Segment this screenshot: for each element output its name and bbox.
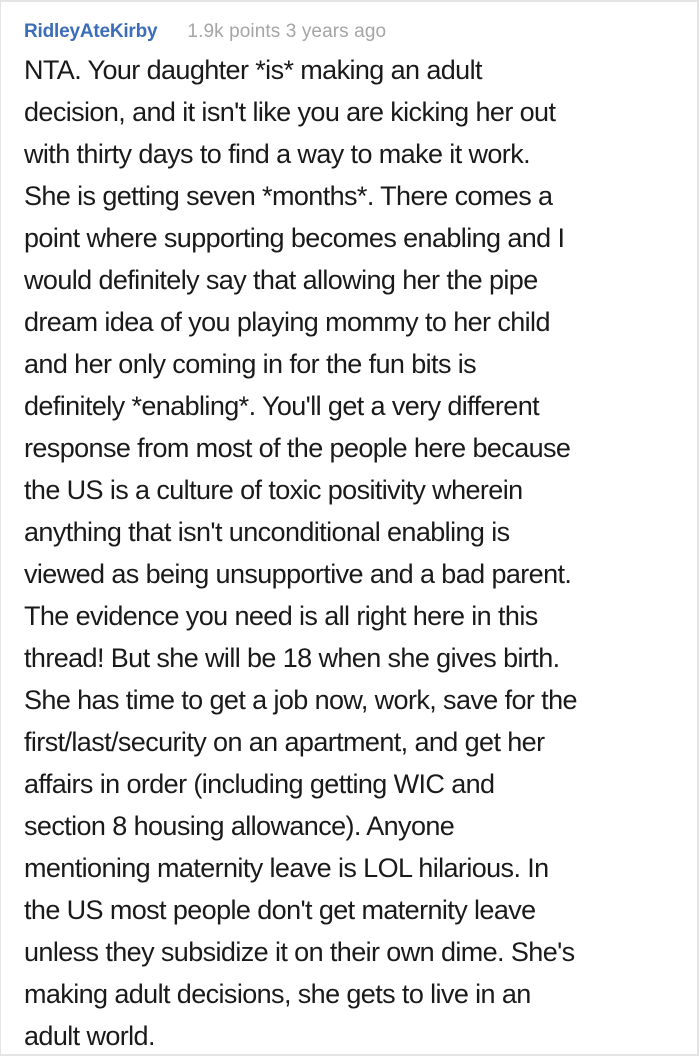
comment-body-line: point where supporting becomes enabling and I bbox=[24, 223, 565, 253]
comment-body-line: The evidence you need is all right here in this bbox=[24, 601, 538, 631]
comment-body-line: first/last/security on an apartment, and get her bbox=[24, 727, 545, 757]
comment-body-line: with thirty days to find a way to make it work. bbox=[24, 139, 530, 169]
comment-body-line: decision, and it isn't like you are kicking her out bbox=[24, 97, 556, 127]
comment-meta-text: 1.9k points 3 years ago bbox=[187, 21, 387, 42]
comment-body-line: dream idea of you playing mommy to her child bbox=[24, 307, 550, 337]
comment-body-line: mentioning maternity leave is LOL hilarious. In bbox=[24, 853, 549, 883]
comment-body-line: She is getting seven *months*. There comes a bbox=[24, 181, 553, 211]
comment-body-line: She has time to get a job now, work, save for the bbox=[24, 685, 577, 715]
comment-body-line: definitely *enabling*. You'll get a very different bbox=[24, 391, 540, 421]
comment-body-line: response from most of the people here because bbox=[24, 433, 571, 463]
comment-body-line: anything that isn't unconditional enabling is bbox=[24, 517, 510, 547]
comment-body-line: NTA. Your daughter *is* making an adult bbox=[24, 55, 482, 85]
comment-body-line: would definitely say that allowing her the pipe bbox=[24, 265, 538, 295]
comment-body-line: affairs in order (including getting WIC and bbox=[24, 769, 495, 799]
comment-body bbox=[1, 44, 697, 1057]
comment-body-line: section 8 housing allowance). Anyone bbox=[24, 811, 455, 841]
comment-body-line: the US most people don't get maternity leave bbox=[24, 895, 536, 925]
comment-body-line: thread! But she will be 18 when she gives birth. bbox=[24, 643, 560, 673]
comment-author-link[interactable]: RidleyAteKirby bbox=[24, 21, 158, 42]
comment-body-line: viewed as being unsupportive and a bad parent. bbox=[24, 559, 572, 589]
comment-body-line: and her only coming in for the fun bits is bbox=[24, 349, 477, 379]
comment-body-line: the US is a culture of toxic positivity wherein bbox=[24, 475, 523, 505]
comment-body-line: making adult decisions, she gets to live in an bbox=[24, 979, 531, 1009]
comment-body-line: unless they subsidize it on their own dime. She's bbox=[24, 937, 575, 967]
comment-header bbox=[1, 2, 697, 44]
comment-body-line: adult world. bbox=[24, 1021, 155, 1051]
